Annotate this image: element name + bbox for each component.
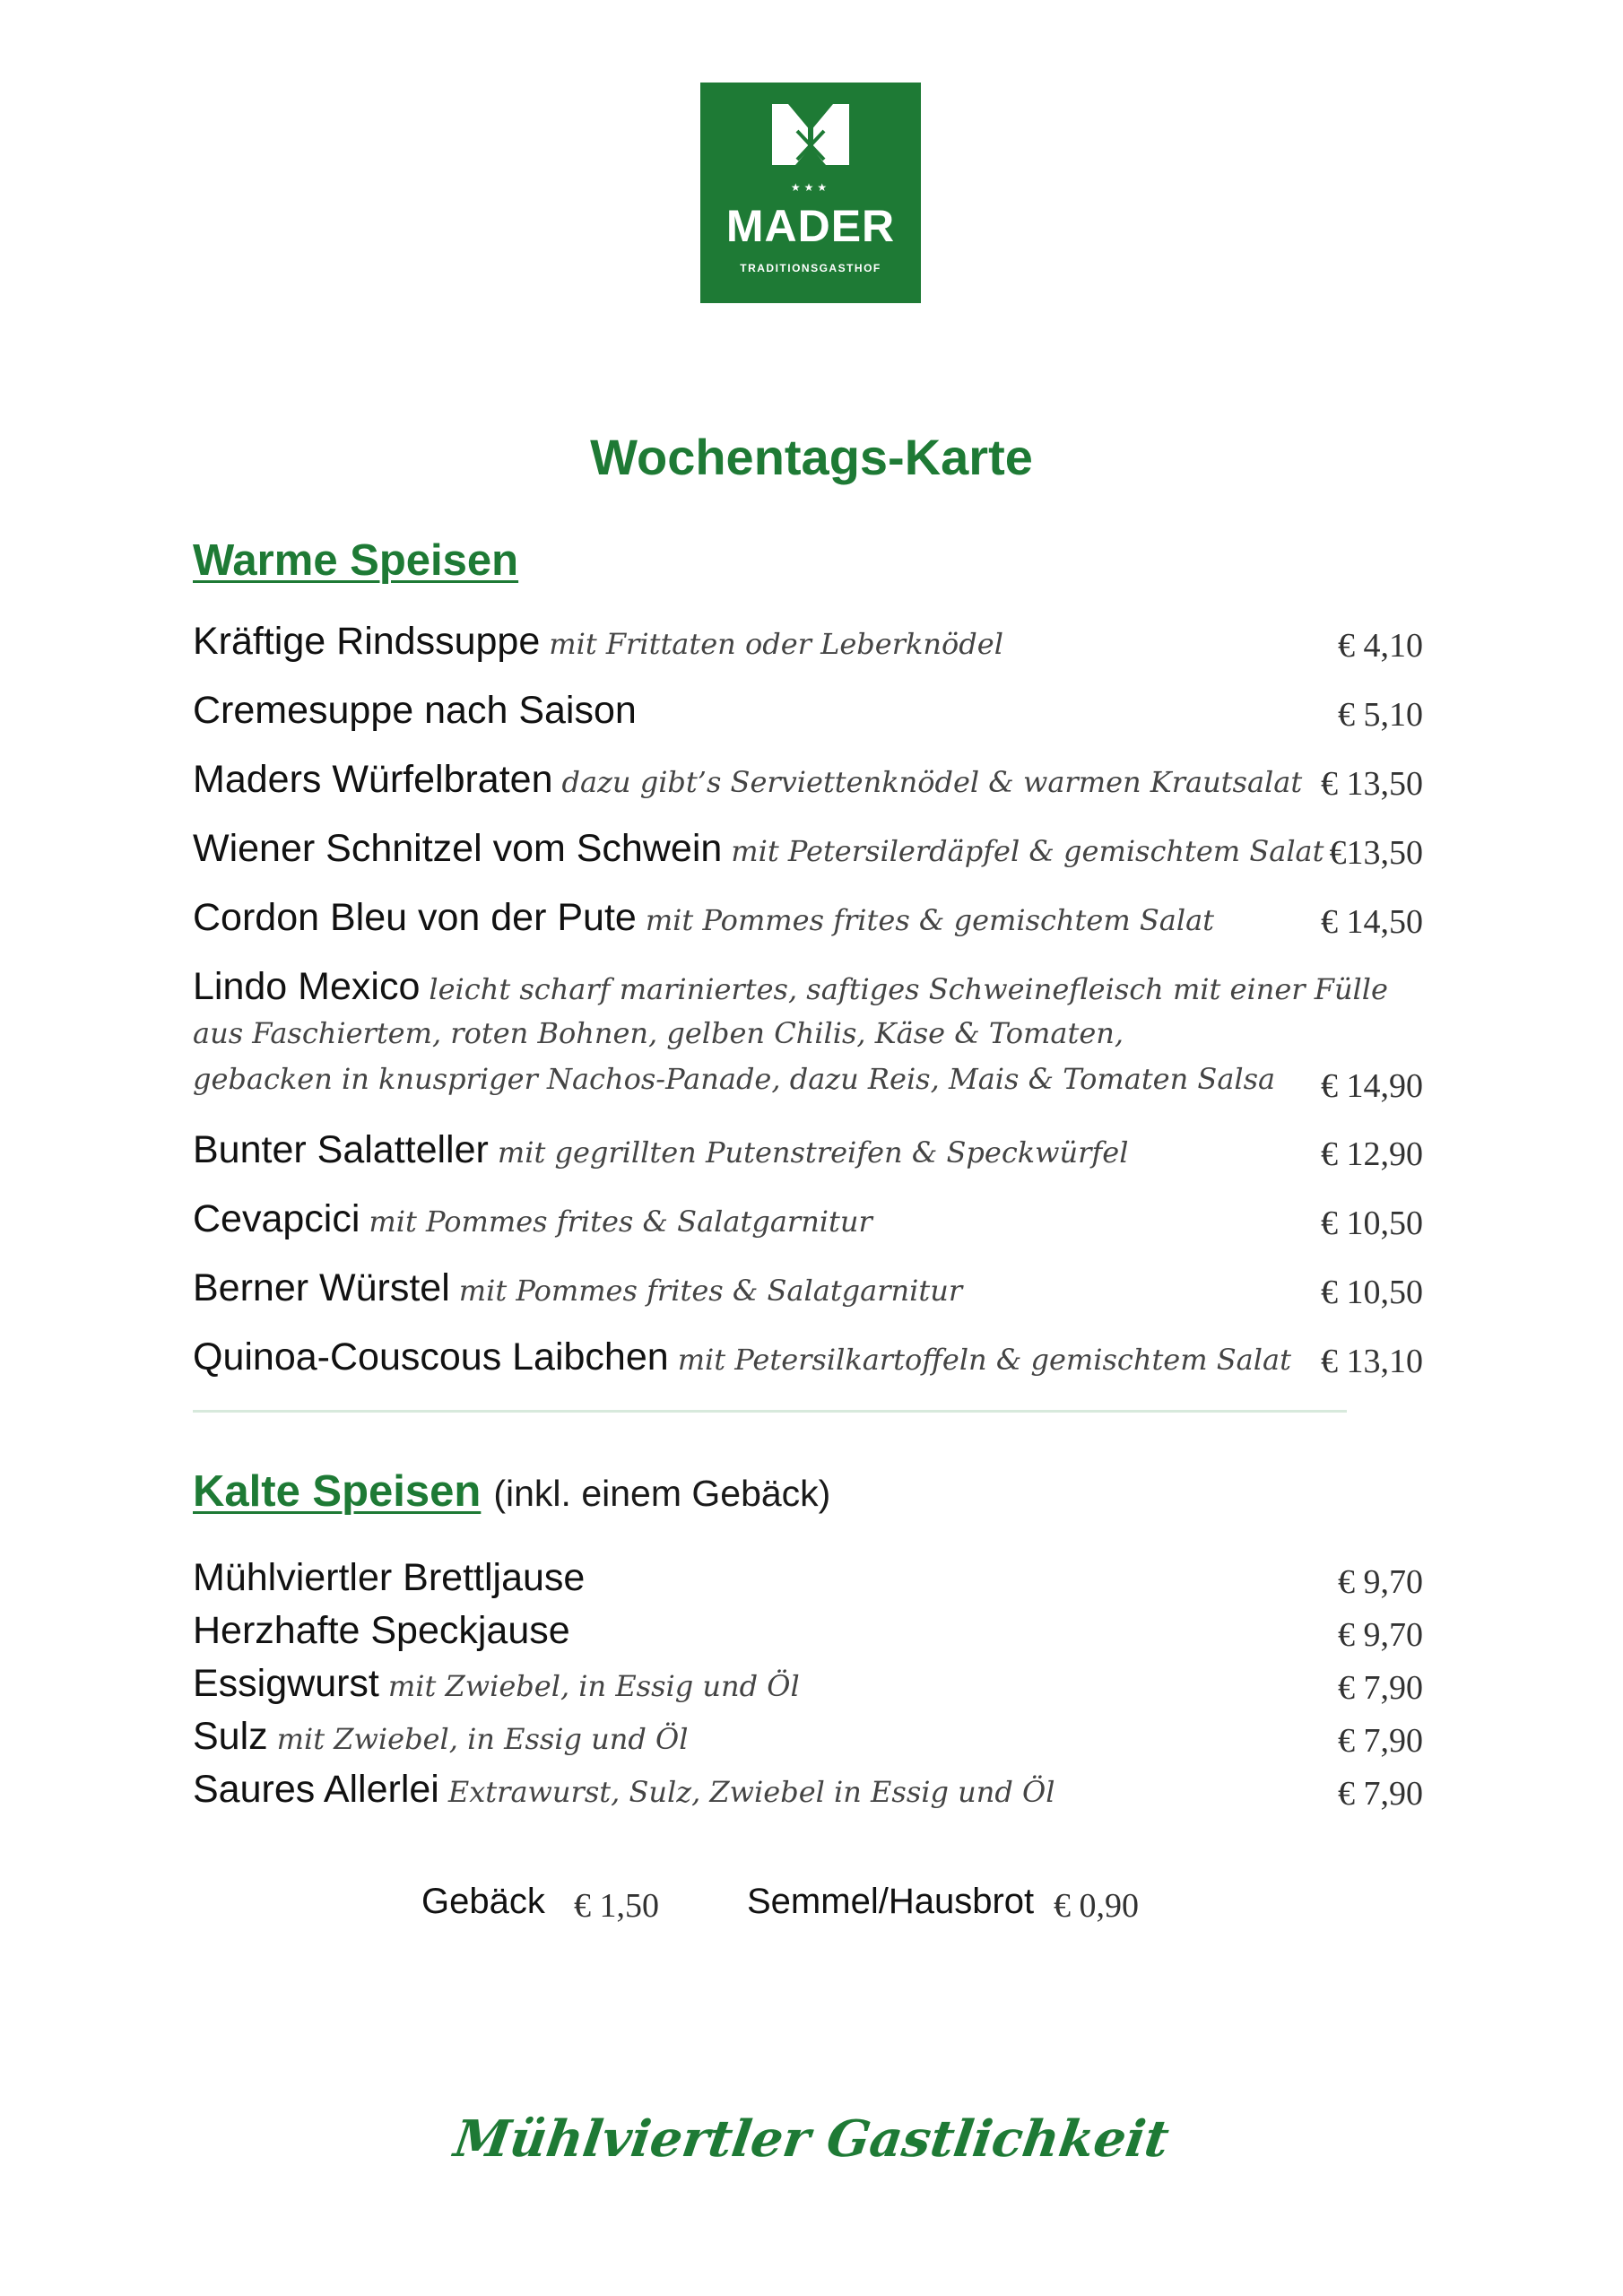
item-name: Sulz [193, 1715, 268, 1758]
m-fork-knife-icon [772, 104, 849, 165]
item-desc: leicht scharf mariniertes, saftiges Schweinefleisch mit einer Fülle [429, 972, 1388, 1006]
section-title-warm: Warme Speisen [193, 536, 519, 585]
item-price: € 13,10 [1321, 1343, 1423, 1380]
item-desc: mit Pommes frites & Salatgarnitur [369, 1205, 872, 1239]
item-price: € 5,10 [1338, 696, 1423, 734]
item-name: Bunter Salatteller [193, 1128, 489, 1171]
item-name: Cevapcici [193, 1197, 360, 1240]
item-name: Herzhafte Speckjause [193, 1609, 570, 1652]
extra-name: Semmel/Hausbrot [747, 1882, 1035, 1921]
logo-subtitle: TRADITIONSGASTHOF [740, 262, 881, 274]
menu-item [193, 688, 1423, 735]
item-name: Maders Würfelbraten [193, 758, 553, 801]
logo-stars: ★★★ [790, 181, 831, 194]
item-price: € 9,70 [1338, 1563, 1423, 1601]
menu-item [193, 826, 1423, 873]
item-desc: mit Petersilerdäpfel & gemischtem Salat [731, 834, 1324, 868]
menu-item [193, 1608, 1423, 1655]
item-desc: mit Pommes frites & Salatgarnitur [458, 1274, 963, 1308]
menu-item [193, 895, 1423, 942]
section-title-cold [193, 1465, 830, 1518]
item-price: € 14,50 [1321, 903, 1423, 941]
item-desc: mit gegrillten Putenstreifen & Speckwürfel [497, 1135, 1129, 1170]
item-desc-line-2: aus Faschiertem, roten Bohnen, gelben Chilis, Käse & Tomaten, [193, 1015, 1124, 1050]
menu-item [193, 1265, 1423, 1312]
menu-item [193, 1767, 1423, 1813]
menu-item [193, 1335, 1423, 1381]
item-name: Lindo Mexico [193, 965, 421, 1008]
menu-item [193, 619, 1423, 665]
item-price: € 9,70 [1338, 1616, 1423, 1654]
item-desc: mit Pommes frites & gemischtem Salat [645, 903, 1215, 937]
item-name: Cremesuppe nach Saison [193, 689, 637, 732]
extra-price: € 0,90 [1054, 1887, 1139, 1925]
item-price: € 7,90 [1338, 1775, 1423, 1813]
item-price: € 7,90 [1338, 1669, 1423, 1707]
item-name: Wiener Schnitzel vom Schwein [193, 827, 723, 870]
item-name: Kräftige Rindssuppe [193, 620, 541, 663]
section-title-cold-text: Kalte Speisen [193, 1467, 482, 1516]
section-divider [193, 1410, 1347, 1413]
mader-logo [700, 83, 921, 303]
item-price: € 12,90 [1321, 1135, 1423, 1173]
item-desc-line-3: gebacken in knuspriger Nachos-Panade, dazu Reis, Mais & Tomaten Salsa [193, 1061, 1276, 1096]
item-desc: mit Zwiebel, in Essig und Öl [276, 1722, 689, 1756]
menu-item [193, 1714, 1423, 1761]
item-price: € 10,50 [1321, 1205, 1423, 1242]
item-desc: mit Frittaten oder Leberknödel [549, 627, 1003, 661]
extra-price: € 1,50 [574, 1887, 659, 1925]
item-name: Quinoa-Couscous Laibchen [193, 1335, 669, 1378]
item-price: € 10,50 [1321, 1274, 1423, 1311]
item-desc: mit Petersilkartoffeln & gemischtem Salat [677, 1343, 1291, 1377]
item-desc: dazu gibt’s Serviettenknödel & warmen Krautsalat [561, 765, 1303, 799]
item-price: € 13,50 [1321, 765, 1423, 803]
item-name: Mühlviertler Brettljause [193, 1556, 586, 1599]
item-name: Cordon Bleu von der Pute [193, 896, 637, 939]
item-desc: Extrawurst, Sulz, Zwiebel in Essig und Öl [447, 1775, 1055, 1809]
page-title: Wochentags-Karte [590, 429, 1033, 485]
menu-item [193, 1127, 1423, 1174]
menu-item [193, 1555, 1423, 1602]
menu-item [193, 757, 1423, 804]
slogan: Mühlviertler Gastlichkeit [450, 2109, 1173, 2169]
menu-item [193, 964, 1423, 1105]
extra-name: Gebäck [421, 1882, 545, 1921]
item-price: € 7,90 [1338, 1722, 1423, 1760]
menu-item [193, 1661, 1423, 1708]
item-price: € 14,90 [1321, 1067, 1423, 1105]
section-note: (inkl. einem Gebäck) [493, 1473, 831, 1514]
item-name: Essigwurst [193, 1662, 379, 1705]
item-name: Saures Allerlei [193, 1768, 439, 1811]
menu-item [193, 1196, 1423, 1243]
item-desc: mit Zwiebel, in Essig und Öl [387, 1669, 800, 1703]
logo-name: MADER [725, 201, 896, 251]
item-name: Berner Würstel [193, 1266, 450, 1309]
item-price: € 4,10 [1338, 627, 1423, 665]
item-price: €13,50 [1329, 834, 1423, 872]
